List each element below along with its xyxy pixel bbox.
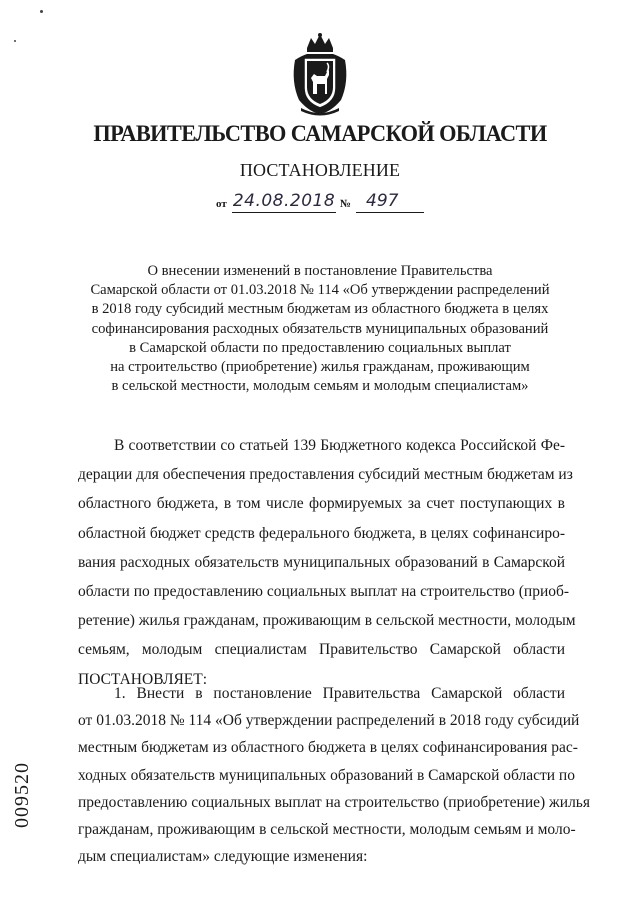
date-prefix: от bbox=[216, 198, 227, 210]
body-line: ПОСТАНОВЛЯЕТ: bbox=[78, 670, 208, 688]
body-line: дым специалистам» следующие изменения: bbox=[78, 848, 368, 866]
body-line: вания расходных обязательств муниципальных образований в Самарской bbox=[78, 553, 565, 571]
body-line: 1. Внести в постановление Правительства Самарской области bbox=[114, 685, 565, 702]
body-line: дерации для обеспечения предоставления субсидий местным бюджетам из bbox=[78, 466, 573, 484]
heading-line: в 2018 году субсидий местным бюджетам из областного бюджета в целях bbox=[91, 301, 549, 318]
government-title: ПРАВИТЕЛЬСТВО САМАРСКОЙ ОБЛАСТИ bbox=[93, 121, 547, 146]
heading-line: в сельской местности, молодым семьям и молодым специалистам» bbox=[111, 378, 529, 395]
document-type: ПОСТАНОВЛЕНИЕ bbox=[239, 160, 401, 180]
document-number: 497 bbox=[356, 190, 424, 213]
side-registration-number: 009520 bbox=[11, 762, 33, 828]
number-sign: № bbox=[340, 198, 352, 210]
body-line: от 01.03.2018 № 114 «Об утверждении распределений в 2018 году субсидий bbox=[78, 712, 580, 730]
body-line: гражданам, проживающим в сельской местности, молодым семьям и моло- bbox=[78, 821, 576, 839]
preamble-paragraph bbox=[78, 431, 576, 694]
clause-1-paragraph bbox=[78, 680, 590, 870]
coat-of-arms-emblem bbox=[287, 32, 353, 116]
heading-line: на строительство (приобретение) жилья гражданам, проживающим bbox=[110, 359, 530, 376]
body-line: областной бюджет средств федерального бюджета, в целях софинансиро- bbox=[78, 524, 565, 542]
body-line: местным бюджетам из областного бюджета в целях софинансирования рас- bbox=[78, 739, 578, 757]
body-line: предоставлению социальных выплат на строительство (приобретение) жилья bbox=[78, 793, 590, 811]
body-line: областного бюджета, в том числе формируемых за счет поступающих в bbox=[78, 495, 565, 513]
heading-line: Самарской области от 01.03.2018 № 114 «Об утверждении распределений bbox=[90, 282, 550, 299]
body-line: ретение) жилья гражданам, проживающим в сельской местности, молодым bbox=[78, 612, 576, 630]
scan-speck bbox=[14, 40, 16, 42]
heading-line: О внесении изменений в постановление Правительства bbox=[147, 263, 493, 279]
scan-speck bbox=[40, 10, 43, 13]
document-date: 24.08.2018 bbox=[232, 191, 336, 211]
body-line: области по предоставлению социальных выплат на строительство (приоб- bbox=[78, 583, 570, 601]
document-heading bbox=[70, 262, 570, 396]
body-line: В соответствии со статьей 139 Бюджетного кодекса Российской Фе- bbox=[114, 437, 565, 454]
heading-line: в Самарской области по предоставлению социальных выплат bbox=[129, 339, 511, 356]
body-line: семьям, молодым специалистам Правительство Самарской области bbox=[78, 641, 565, 659]
date-number-line bbox=[0, 190, 640, 216]
body-line: ходных обязательств муниципальных образований в Самарской области по bbox=[78, 766, 575, 784]
heading-line: софинансирования расходных обязательств муниципальных образований bbox=[91, 320, 549, 337]
